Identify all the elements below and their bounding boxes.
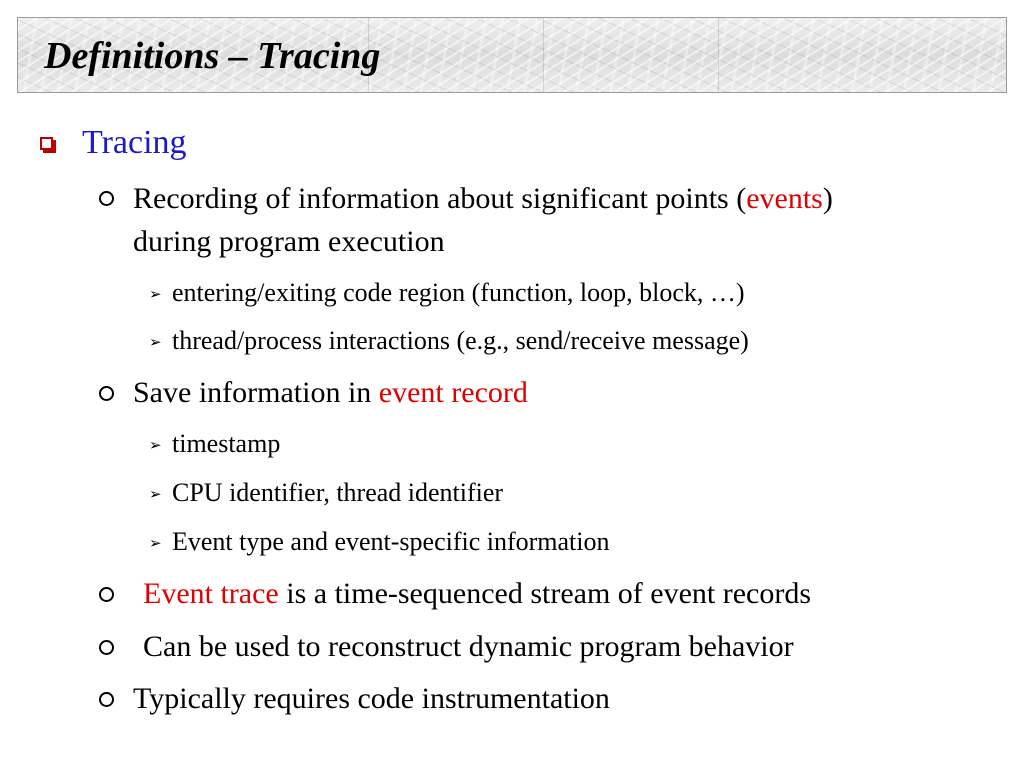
bullet-event-trace bbox=[143, 572, 811, 616]
bullet-event-trace-text: is a time-sequenced stream of event records bbox=[278, 577, 812, 610]
bullet-recording-text: Recording of information about significant points ( bbox=[133, 182, 747, 215]
circle-bullet-icon bbox=[99, 386, 114, 401]
bullet-cpu: CPU identifier, thread identifier bbox=[172, 478, 504, 507]
arrowhead-bullet-icon: ➢ bbox=[149, 285, 162, 303]
arrowhead-bullet-icon: ➢ bbox=[149, 333, 162, 351]
section-heading: Tracing bbox=[82, 124, 187, 161]
event-record-highlight: event record bbox=[378, 376, 528, 409]
bullet-instrumentation: Typically requires code instrumentation bbox=[133, 682, 610, 715]
bullet-save bbox=[133, 371, 528, 415]
circle-bullet-icon bbox=[99, 640, 114, 655]
bullet-recording-close: ) bbox=[822, 182, 833, 215]
arrowhead-bullet-icon: ➢ bbox=[149, 436, 162, 454]
hollow-square-bullet-icon bbox=[40, 137, 53, 150]
bullet-entering: entering/exiting code region (function, loop, block, …) bbox=[172, 278, 745, 307]
arrowhead-bullet-icon: ➢ bbox=[149, 485, 162, 503]
circle-bullet-icon bbox=[99, 692, 114, 707]
slide-title: Definitions – Tracing bbox=[44, 35, 381, 77]
bullet-save-text: Save information in bbox=[133, 376, 379, 409]
bullet-recording bbox=[133, 177, 833, 221]
events-highlight: events bbox=[746, 182, 823, 215]
circle-bullet-icon bbox=[99, 587, 114, 602]
bullet-event-type: Event type and event-specific information bbox=[172, 527, 610, 556]
bullet-thread-interactions: thread/process interactions (e.g., send/receive message) bbox=[172, 326, 749, 355]
bullet-reconstruct: Can be used to reconstruct dynamic program behavior bbox=[143, 630, 794, 663]
bullet-timestamp: timestamp bbox=[172, 429, 281, 458]
event-trace-highlight: Event trace bbox=[143, 577, 279, 610]
circle-bullet-icon bbox=[99, 191, 114, 206]
bullet-recording-line2: during program execution bbox=[133, 225, 445, 258]
arrowhead-bullet-icon: ➢ bbox=[149, 534, 162, 552]
